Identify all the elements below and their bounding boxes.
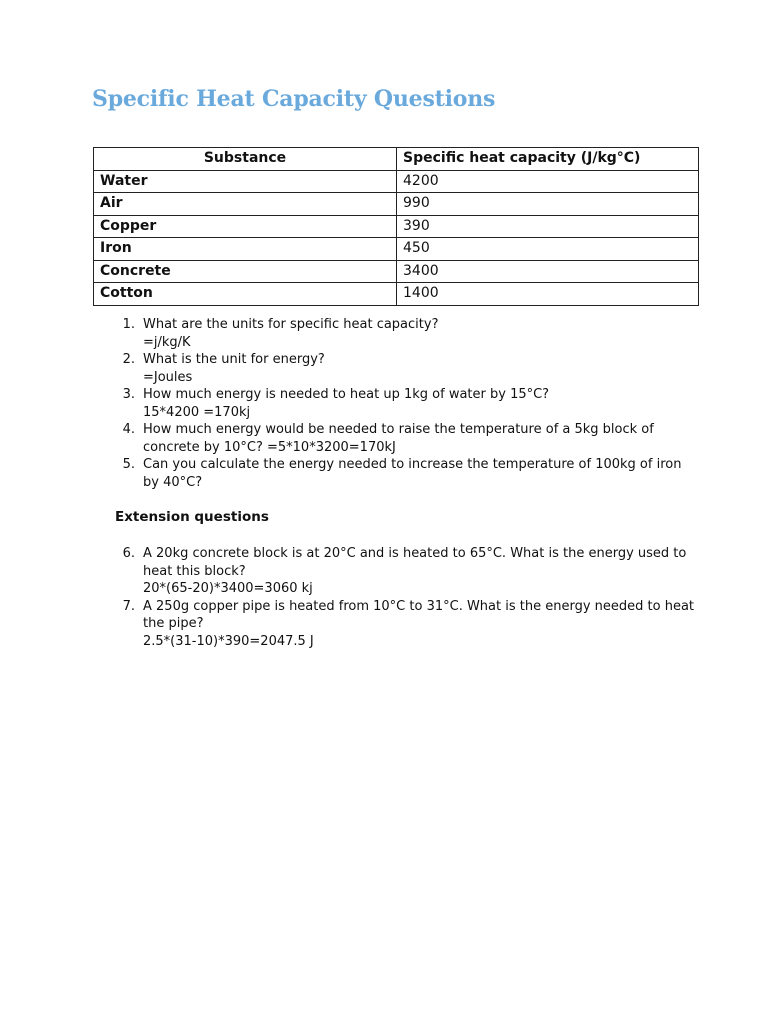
question-number: 4. (122, 422, 135, 437)
table-header-row (94, 148, 699, 171)
table-row (94, 260, 699, 283)
question-number: 2. (122, 352, 135, 367)
question-item (115, 421, 695, 456)
substance-cell: Water (94, 170, 397, 193)
question-item (115, 545, 695, 598)
value-cell: 450 (397, 238, 699, 261)
column-header-substance: Substance (94, 148, 397, 171)
value-cell: 4200 (397, 170, 699, 193)
question-answer: 20*(65-20)*3400=3060 kj (143, 581, 313, 596)
value-cell: 390 (397, 215, 699, 238)
extension-questions-list (115, 545, 695, 650)
question-number: 1. (122, 317, 135, 332)
question-item (115, 351, 695, 386)
substance-cell: Concrete (94, 260, 397, 283)
question-answer: =j/kg/K (143, 334, 191, 350)
question-text: A 20kg concrete block is at 20°C and is heated to 65°C. What is the energy used to heat this block? (143, 546, 687, 579)
extension-heading: Extension questions (115, 509, 269, 525)
questions-list (115, 316, 695, 491)
table-row (94, 238, 699, 261)
question-text: A 250g copper pipe is heated from 10°C to 31°C. What is the energy needed to heat the pipe? (143, 598, 695, 631)
question-item (115, 598, 695, 651)
question-number: 5. (122, 457, 135, 472)
question-text: How much energy would be needed to raise the temperature of a 5kg block of concrete by 10°C? =5*10*3200=170kJ (143, 422, 654, 455)
question-number: 7. (122, 598, 135, 614)
column-header-specific-heat-capacity: Specific heat capacity (J/kg°C) (397, 148, 699, 171)
question-text: What is the unit for energy? (143, 352, 325, 367)
question-answer: 15*4200 =170kj (143, 404, 251, 420)
specific-heat-table (93, 147, 699, 306)
value-cell: 990 (397, 193, 699, 216)
question-item (115, 456, 695, 491)
table-row (94, 283, 699, 306)
substance-cell: Copper (94, 215, 397, 238)
question-answer: =Joules (143, 369, 193, 385)
table-row (94, 215, 699, 238)
table-row (94, 170, 699, 193)
question-text: Can you calculate the energy needed to increase the temperature of 100kg of iron by 40°C? (143, 457, 682, 490)
question-number: 6. (122, 546, 135, 561)
value-cell: 1400 (397, 283, 699, 306)
substance-cell: Cotton (94, 283, 397, 306)
substance-cell: Iron (94, 238, 397, 261)
substance-cell: Air (94, 193, 397, 216)
question-item (115, 386, 695, 421)
table-row (94, 193, 699, 216)
question-number: 3. (122, 387, 135, 402)
question-item (115, 316, 695, 351)
page-title: Specific Heat Capacity Questions (92, 86, 496, 112)
question-text: What are the units for specific heat capacity? (143, 317, 439, 332)
value-cell: 3400 (397, 260, 699, 283)
question-text: How much energy is needed to heat up 1kg of water by 15°C? (143, 387, 550, 402)
question-answer: 2.5*(31-10)*390=2047.5 J (143, 633, 314, 649)
